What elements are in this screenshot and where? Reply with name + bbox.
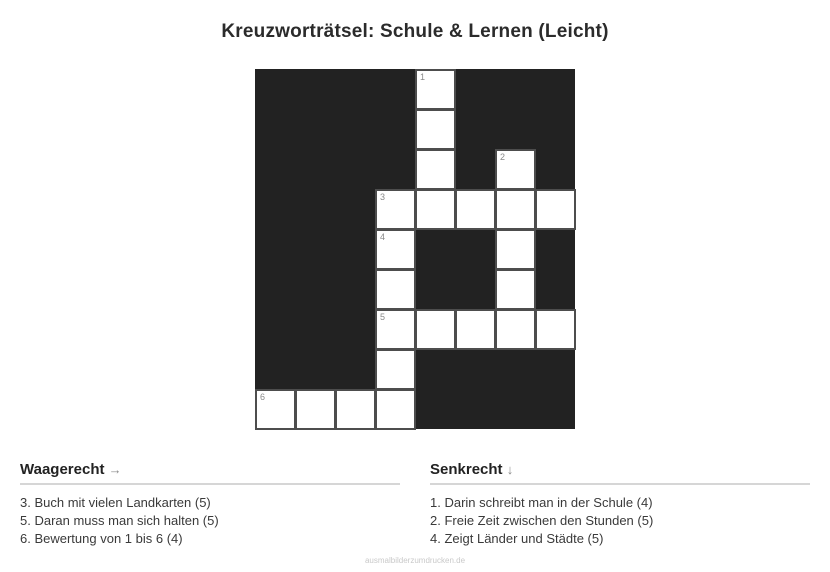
across-clue-list bbox=[20, 494, 400, 548]
grid-cell-5[interactable] bbox=[375, 309, 416, 350]
across-section bbox=[20, 461, 400, 548]
down-heading bbox=[430, 461, 810, 485]
page-title: Kreuzworträtsel: Schule & Lernen (Leicht) bbox=[221, 21, 609, 42]
grid-cell[interactable] bbox=[535, 309, 576, 350]
grid-cell-6[interactable] bbox=[255, 389, 296, 430]
crossword-grid bbox=[255, 69, 575, 429]
grid-cell-1[interactable] bbox=[415, 69, 456, 110]
grid-cell[interactable] bbox=[375, 389, 416, 430]
grid-cell[interactable] bbox=[295, 389, 336, 430]
clues-area bbox=[20, 461, 810, 548]
cell-number: 6 bbox=[260, 392, 266, 402]
grid-cell[interactable] bbox=[375, 269, 416, 310]
grid-cell-4[interactable] bbox=[375, 229, 416, 270]
cell-number: 3 bbox=[380, 192, 386, 202]
down-heading-label: Senkrecht bbox=[430, 461, 503, 478]
clue-item: 1. Darin schreibt man in der Schule (4) bbox=[430, 495, 653, 510]
clue-item: 5. Daran muss man sich halten (5) bbox=[20, 513, 219, 528]
cell-number: 2 bbox=[500, 152, 506, 162]
grid-cell[interactable] bbox=[495, 309, 536, 350]
clue-item: 2. Freie Zeit zwischen den Stunden (5) bbox=[430, 513, 654, 528]
cell-number: 1 bbox=[420, 72, 426, 82]
clue-item: 4. Zeigt Länder und Städte (5) bbox=[430, 531, 604, 546]
grid-cell[interactable] bbox=[415, 149, 456, 190]
cell-number: 4 bbox=[380, 232, 386, 242]
down-clue-list bbox=[430, 494, 810, 548]
clue-item: 3. Buch mit vielen Landkarten (5) bbox=[20, 495, 211, 510]
grid-cell[interactable] bbox=[455, 309, 496, 350]
grid-cell[interactable] bbox=[495, 229, 536, 270]
grid-cell-2[interactable] bbox=[495, 149, 536, 190]
clue-item: 6. Bewertung von 1 bis 6 (4) bbox=[20, 531, 183, 546]
grid-cell[interactable] bbox=[415, 109, 456, 150]
down-section bbox=[430, 461, 810, 548]
across-heading bbox=[20, 461, 400, 485]
grid-cell[interactable] bbox=[335, 389, 376, 430]
grid-cell[interactable] bbox=[535, 189, 576, 230]
across-heading-label: Waagerecht bbox=[20, 461, 105, 478]
down-arrow-icon: ↓ bbox=[506, 462, 514, 477]
cell-number: 5 bbox=[380, 312, 386, 322]
grid-cell[interactable] bbox=[375, 349, 416, 390]
footer-watermark: ausmalbilderzumdrucken.de bbox=[364, 556, 466, 565]
grid-cell[interactable] bbox=[495, 189, 536, 230]
grid-cell[interactable] bbox=[495, 269, 536, 310]
grid-cell[interactable] bbox=[415, 189, 456, 230]
right-arrow-icon: → bbox=[108, 462, 122, 477]
grid-cell-3[interactable] bbox=[375, 189, 416, 230]
grid-cell[interactable] bbox=[455, 189, 496, 230]
grid-cell[interactable] bbox=[415, 309, 456, 350]
